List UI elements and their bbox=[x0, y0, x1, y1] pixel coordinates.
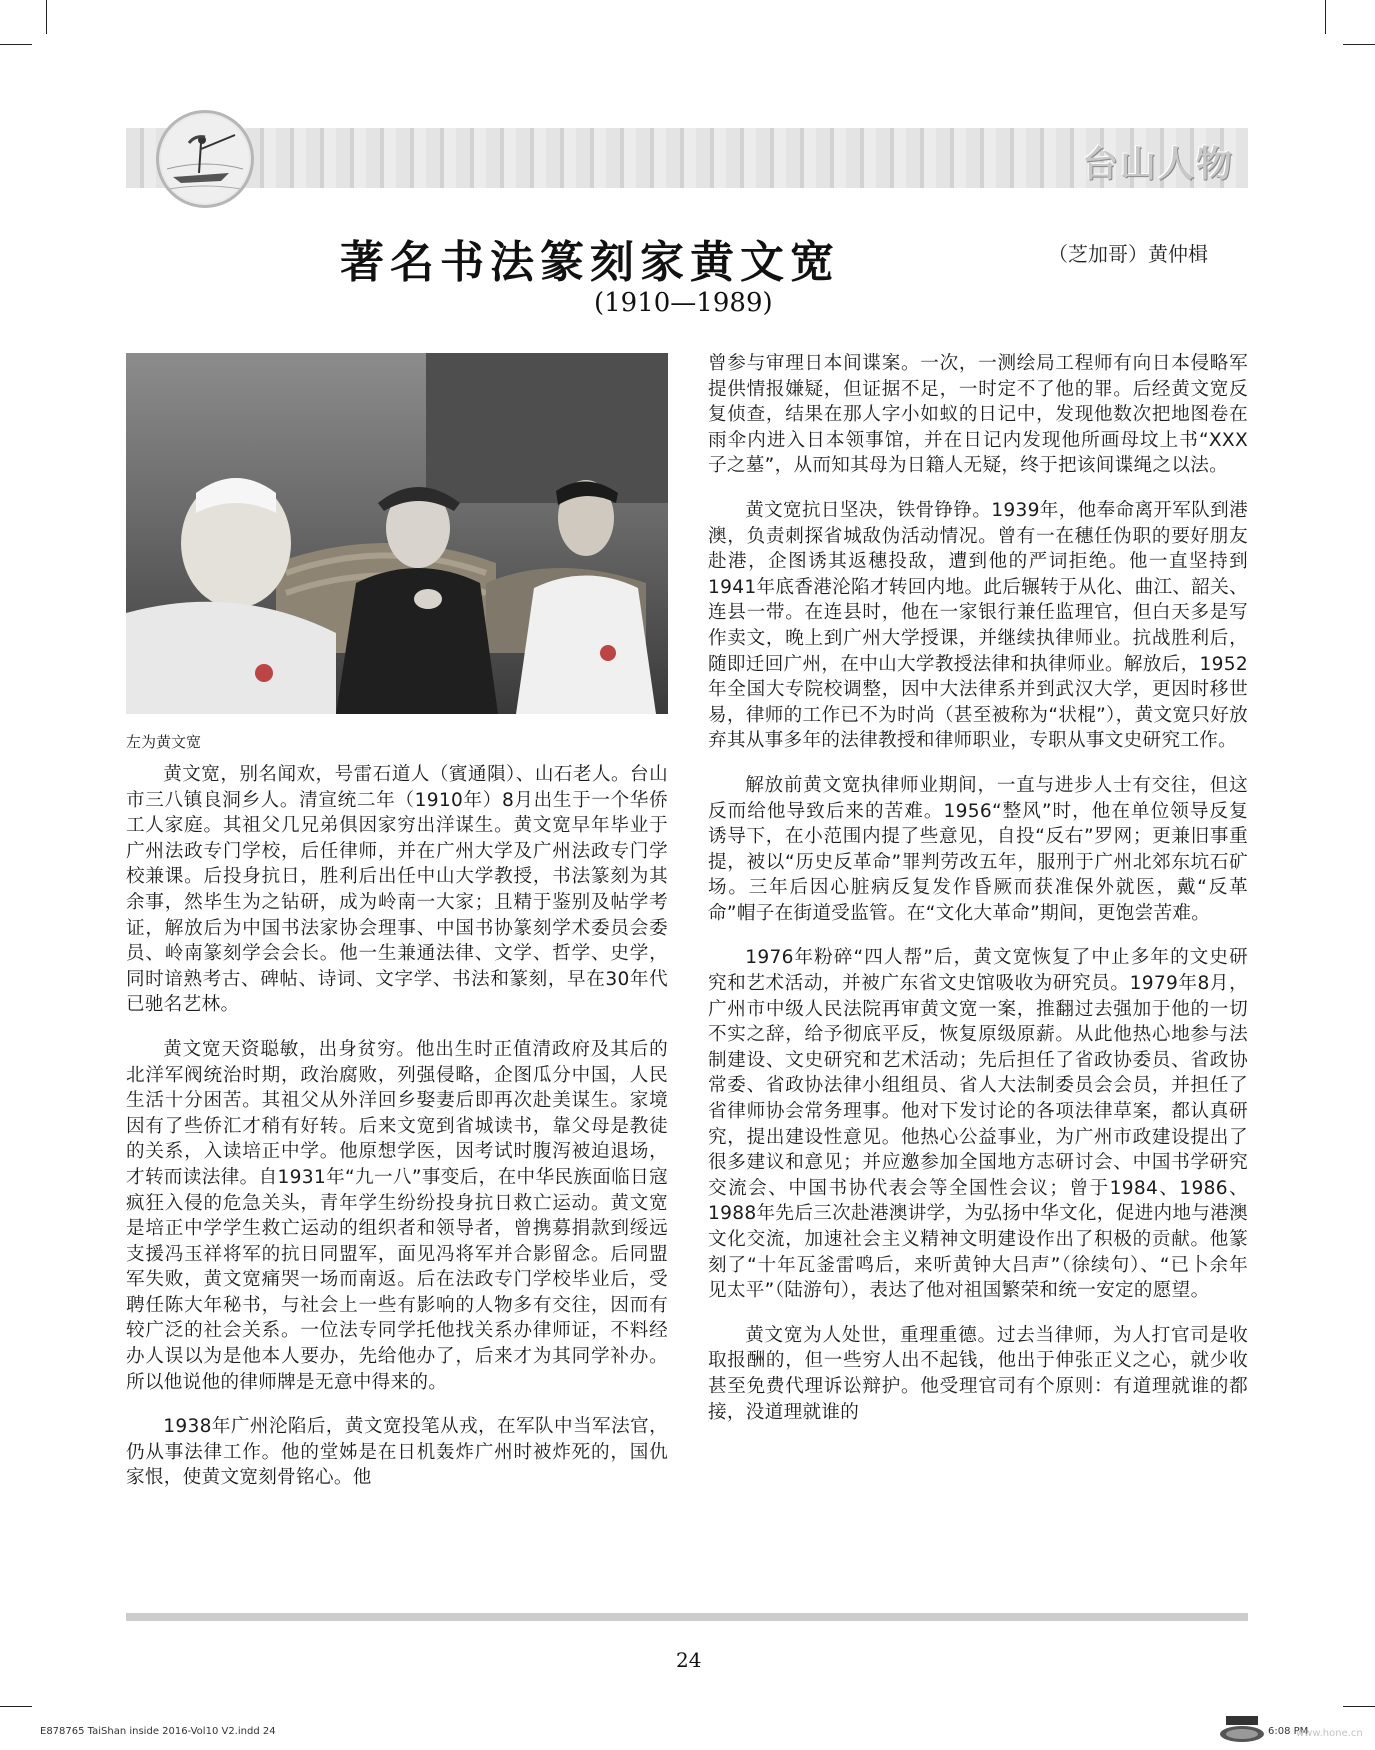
one-logo-icon bbox=[1216, 1714, 1268, 1744]
crop-mark-top-right-vertical bbox=[1325, 0, 1326, 34]
watermark: www.hone.cn bbox=[1296, 1728, 1363, 1739]
article-paragraph: 黄文宽为人处世，重理重德。过去当律师，为人打官司是收取报酬的，但一些穷人出不起钱，他出于伸张正义之心，就少收甚至免费代理诉讼辩护。他受理官司有个原则：有道理就谁的都接，没道理就谁的 bbox=[708, 1324, 1248, 1423]
article-paragraph: 曾参与审理日本间谍案。一次，一测绘局工程师有向日本侵略军提供情报嫌疑，但证据不足，一时定不了他的罪。后经黄文宽反复侦查，结果在那人字小如蚁的日记中，发现他数次把地图卷在雨伞内进入日本领事馆，并在日记内发现他所画母坟上书“XXX子之墓”，从而知其母为日籍人无疑，终于把该间谍绳之以法。 bbox=[708, 353, 1248, 477]
article-column-left bbox=[126, 762, 668, 1510]
article-photo bbox=[126, 353, 668, 714]
article-paragraph: 1976年粉碎“四人帮”后，黄文宽恢复了中止多年的文史研究和艺术活动，并被广东省文史馆吸收为研究员。1979年8月，广州市中级人民法院再审黄文宽一案，推翻过去强加于他的一切不实之辞，给予彻底平反，恢复原级原薪。从此他热心地参与法制建设、文史研究和艺术活动；先后担任了省政协委员、省政协常委、省政协法律小组组员、省人大法制委员会会员，并担任了省律师协会常务理事。他对下发讨论的各项法律草案，都认真研究，提出建设性意见。他热心公益事业，为广州市政建设提出了很多建议和意见；并应邀参加全国地方志研讨会、中国书学研究交流会、中国书协代表会等全国性会议；曾于1984、1986、1988年先后三次赴港澳讲学，为弘扬中华文化，促进内地与港澳文化交流，加速社会主义精神文明建设作出了积极的贡献。他篆刻了“十年瓦釜雷鸣后，来听黄钟大吕声”（徐续句）、“已卜余年见太平”（陆游句），表达了他对祖国繁荣和统一安定的愿望。 bbox=[708, 947, 1248, 1302]
crop-mark-bottom-right-horizontal bbox=[1343, 1706, 1375, 1707]
file-slug: E878765 TaiShan inside 2016-Vol10 V2.indd 24 bbox=[40, 1726, 276, 1737]
article-column-right bbox=[708, 351, 1248, 1444]
fisherman-boat-icon bbox=[156, 110, 254, 208]
article-paragraph: 黄文宽，别名闻欢，号雷石道人（賓通隕）、山石老人。台山市三八镇良洞乡人。清宣统二年（1910年）8月出生于一个华侨工人家庭。其祖父几兄弟俱因家穷出洋谋生。黄文宽早年毕业于广州法政专门学校，后任律师，并在广州大学及广州法政专门学校兼课。后投身抗日，胜利后出任中山大学教授，书法篆刻为其余事，然毕生为之钻研，成为岭南一大家；且精于鉴别及帖学考证，解放后为中国书法家协会理事、中国书协篆刻学术委员会委员、岭南篆刻学会会长。他一生兼通法律、文学、哲学、史学，同时谙熟考古、碑帖、诗词、文字学、书法和篆刻，早在30年代已驰名艺林。 bbox=[126, 764, 668, 1016]
page-number: 24 bbox=[676, 1648, 702, 1672]
article-years: (1910—1989) bbox=[594, 288, 773, 318]
photo-caption: 左为黄文宽 bbox=[126, 733, 202, 751]
timestamp: 6:08 PM bbox=[1268, 1726, 1309, 1737]
section-label: 台山人物 bbox=[1081, 144, 1234, 185]
article-paragraph: 黄文宽抗日坚决，铁骨铮铮。1939年，他奉命离开军队到港澳，负责刺探省城敌伪活动情况。曾有一在穗任伪职的要好朋友赴港，企图诱其返穗投敌，遭到他的严词拒绝。他一直坚持到1941年底香港沦陷才转回内地。此后辗转于从化、曲江、韶关、连县一带。在连县时，他在一家银行兼任监理官，但白天多是写作卖文，晚上到广州大学授课，并继续执律师业。抗战胜利后，随即迁回广州，在中山大学教授法律和执律师业。解放后，1952年全国大专院校调整，因中大法律系并到武汉大学，更因时移世易，律师的工作已不为时尚（甚至被称为“状棍”），黄文宽只好放弃其从事多年的法律教授和律师职业，专职从事文史研究工作。 bbox=[708, 499, 1248, 752]
footer-divider bbox=[126, 1613, 1248, 1621]
section-banner bbox=[126, 128, 1248, 188]
crop-mark-top-left-vertical bbox=[46, 0, 47, 34]
crop-mark-top-right-horizontal bbox=[1343, 44, 1375, 45]
article-paragraph: 解放前黄文宽执律师业期间，一直与进步人士有交往，但这反而给他导致后来的苦难。1956“整风”时，他在单位领导反复诱导下，在小范围内提了些意见，自投“反右”罗网；更兼旧事重提，被以“历史反革命”罪判劳改五年，服刑于广州北郊东坑石矿场。三年后因心脏病反复发作昏厥而获准保外就医，戴“反革命”帽子在街道受监管。在“文化大革命”期间，更饱尝苦难。 bbox=[708, 774, 1248, 924]
article-paragraph: 黄文宽天资聪敏，出身贫穷。他出生时正值清政府及其后的北洋军阀统治时期，政治腐败，列强侵略，企图瓜分中国，人民生活十分困苦。其祖父从外洋回乡娶妻后即再次赴美谋生。家境因有了些侨汇才稍有好转。后来文宽到省城读书，靠父母是教徒的关系，入读培正中学。他原想学医，因考试时腹泻被迫退场，才转而读法律。自1931年“九一八”事变后，在中华民族面临日寇疯狂入侵的危急关头，青年学生纷纷投身抗日救亡运动。黄文宽是培正中学学生救亡运动的组织者和领导者，曾携募捐款到绥远支援冯玉祥将军的抗日同盟军，面见冯将军并合影留念。后同盟军失败，黄文宽痛哭一场而南返。后在法政专门学校毕业后，受聘任陈大年秘书，与社会上一些有影响的人物多有交往，因而有较广泛的社会关系。一位法专同学托他找关系办律师证，不料经办人误以为是他本人要办，先给他办了，后来才为其同学补办。所以他说他的律师牌是无意中得来的。 bbox=[126, 1038, 668, 1393]
crop-mark-top-left-horizontal bbox=[0, 44, 32, 45]
article-title: 著名书法篆刻家黄文宽 bbox=[340, 237, 840, 288]
crop-mark-bottom-left-horizontal bbox=[0, 1706, 32, 1707]
article-paragraph: 1938年广州沦陷后，黄文宽投笔从戎，在军队中当军法官，仍从事法律工作。他的堂姊是在日机轰炸广州时被炸死的，国仇家恨，使黄文宽刻骨铭心。他 bbox=[126, 1416, 668, 1489]
article-author: （芝加哥）黄仲楫 bbox=[1048, 242, 1208, 266]
